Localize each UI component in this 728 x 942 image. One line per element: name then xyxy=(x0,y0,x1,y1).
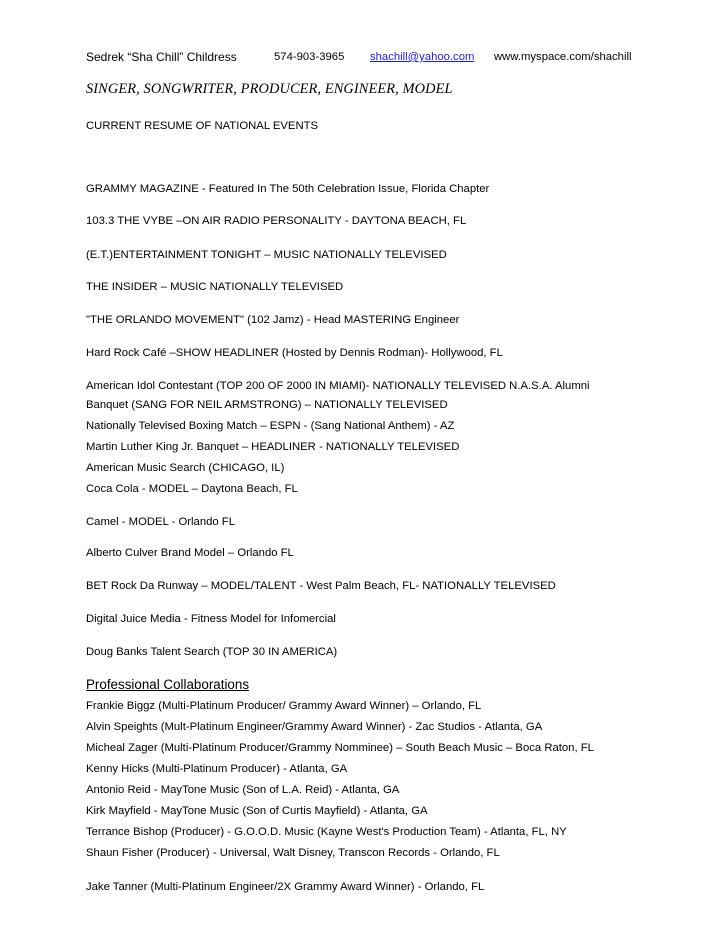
event-item: Nationally Televised Boxing Match – ESPN - (Sang National Anthem) - AZ xyxy=(86,420,455,432)
event-item: Alberto Culver Brand Model – Orlando FL xyxy=(86,547,294,559)
collaboration-item: Micheal Zager (Multi-Platinum Producer/Grammy Nomminee) – South Beach Music – Boca Raton, FL xyxy=(86,742,594,754)
event-item: Martin Luther King Jr. Banquet – HEADLINER - NATIONALLY TELEVISED xyxy=(86,441,460,453)
email-link[interactable]: shachill@yahoo.com xyxy=(370,51,475,63)
collaboration-item: Kirk Mayfield - MayTone Music (Son of Curtis Mayfield) - Atlanta, GA xyxy=(86,805,428,817)
event-item: Digital Juice Media - Fitness Model for Infomercial xyxy=(86,613,336,625)
event-item: American Music Search (CHICAGO, IL) xyxy=(86,462,285,474)
tagline: SINGER, SONGWRITER, PRODUCER, ENGINEER, MODEL xyxy=(86,81,453,97)
collaboration-item: Antonio Reid - MayTone Music (Son of L.A. Reid) - Atlanta, GA xyxy=(86,784,400,796)
event-item: Hard Rock Café –SHOW HEADLINER (Hosted by Dennis Rodman)- Hollywood, FL xyxy=(86,347,503,359)
event-item: THE INSIDER – MUSIC NATIONALLY TELEVISED xyxy=(86,281,344,293)
collaborations-heading: Professional Collaborations xyxy=(86,677,250,692)
collaboration-item: Kenny Hicks (Multi-Platinum Producer) - Atlanta, GA xyxy=(86,763,348,775)
collaboration-item: Frankie Biggz (Multi-Platinum Producer/ Grammy Award Winner) – Orlando, FL xyxy=(86,700,482,712)
event-item: Doug Banks Talent Search (TOP 30 IN AMERICA) xyxy=(86,646,338,658)
website-link[interactable]: www.myspace.com/shachill xyxy=(494,51,632,63)
event-item: Banquet (SANG FOR NEIL ARMSTRONG) – NATIONALLY TELEVISED xyxy=(86,399,448,411)
resume-name: Sedrek “Sha Chill” Childress xyxy=(86,50,237,64)
phone-number: 574-903-3965 xyxy=(274,51,345,63)
event-item: American Idol Contestant (TOP 200 OF 2000 IN MIAMI)- NATIONALLY TELEVISED N.A.S.A. Alumni xyxy=(86,380,590,392)
event-item: GRAMMY MAGAZINE - Featured In The 50th Celebration Issue, Florida Chapter xyxy=(86,183,490,195)
collaboration-item: Shaun Fisher (Producer) - Universal, Walt Disney, Transcon Records - Orlando, FL xyxy=(86,847,500,859)
event-item: (E.T.)ENTERTAINMENT TONIGHT – MUSIC NATIONALLY TELEVISED xyxy=(86,249,447,261)
event-item: "THE ORLANDO MOVEMENT" (102 Jamz) - Head MASTERING Engineer xyxy=(86,314,460,326)
event-item: Coca Cola - MODEL – Daytona Beach, FL xyxy=(86,483,298,495)
collaboration-item: Alvin Speights (Mult-Platinum Engineer/Grammy Award Winner) - Zac Studios - Atlanta, GA xyxy=(86,721,543,733)
subtitle: CURRENT RESUME OF NATIONAL EVENTS xyxy=(86,120,319,132)
event-item: 103.3 THE VYBE –ON AIR RADIO PERSONALITY - DAYTONA BEACH, FL xyxy=(86,215,467,227)
event-item: Camel - MODEL - Orlando FL xyxy=(86,516,235,528)
collaboration-item: Terrance Bishop (Producer) - G.O.O.D. Music (Kayne West's Production Team) - Atlanta, FL, NY xyxy=(86,826,567,838)
event-item: BET Rock Da Runway – MODEL/TALENT - West Palm Beach, FL- NATIONALLY TELEVISED xyxy=(86,580,556,592)
collaboration-item: Jake Tanner (Multi-Platinum Engineer/2X Grammy Award Winner) - Orlando, FL xyxy=(86,881,485,893)
